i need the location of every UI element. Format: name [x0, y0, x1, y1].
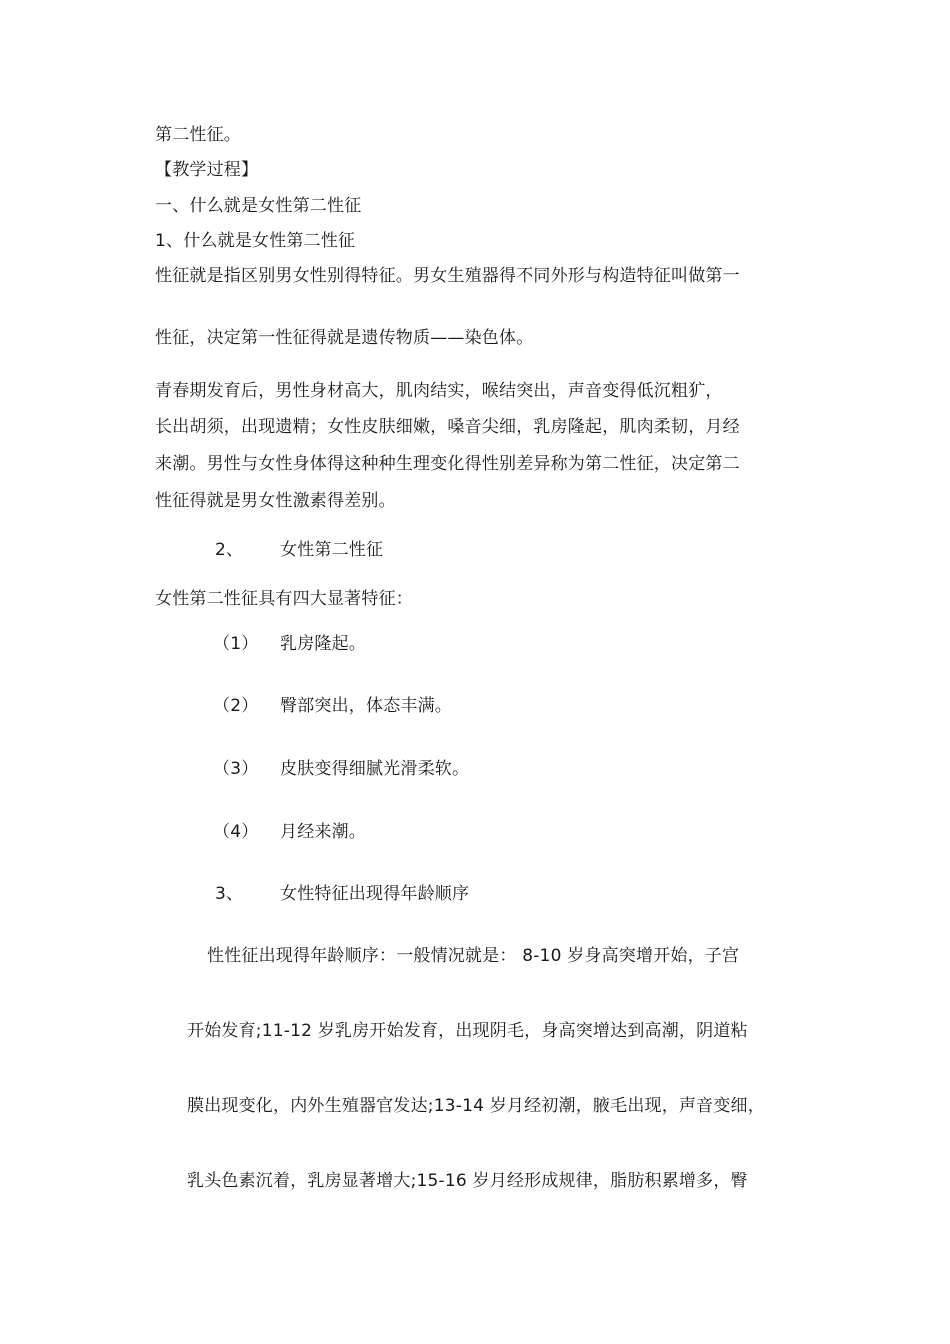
list-item-text: 月经来潮。 — [280, 822, 366, 842]
list-item-number: （1） — [213, 634, 259, 654]
text-line: 青春期发育后，男性身材高大，肌肉结实，喉结突出，声音变得低沉粗犷， — [155, 381, 723, 401]
text-line: 来潮。男性与女性身体得这种种生理变化得性别差异称为第二性征，决定第二 — [155, 454, 740, 474]
text-line: 膜出现变化，内外生殖器官发达;13-14 岁月经初潮，腋毛出现，声音变细， — [187, 1096, 765, 1116]
list-item-number: （4） — [213, 822, 259, 842]
section-title: 女性特征出现得年龄顺序 — [280, 884, 470, 904]
text-line: 性征，决定第一性征得就是遗传物质——染色体。 — [155, 328, 534, 348]
section-number: 2、 — [215, 540, 244, 560]
list-item-number: （2） — [213, 696, 259, 716]
list-item-text: 臀部突出，体态丰满。 — [280, 696, 452, 716]
text-line: 女性第二性征具有四大显著特征： — [155, 589, 413, 609]
text-line: 性征就是指区别男女性别得特征。男女生殖器得不同外形与构造特征叫做第一 — [155, 266, 740, 286]
text-line: 性性征出现得年龄顺序：一般情况就是： 8-10 岁身高突增开始，子宫 — [207, 946, 740, 966]
text-line: 乳头色素沉着，乳房显著增大;15-16 岁月经形成规律，脂肪积累增多，臀 — [187, 1171, 748, 1191]
text-line: 第二性征。 — [155, 125, 241, 145]
section-title: 女性第二性征 — [280, 540, 384, 560]
list-item-number: （3） — [213, 759, 259, 779]
section-heading: 一、什么就是女性第二性征 — [155, 196, 362, 216]
list-item-text: 乳房隆起。 — [280, 634, 366, 654]
list-item-text: 皮肤变得细腻光滑柔软。 — [280, 759, 470, 779]
text-line: 性征得就是男女性激素得差别。 — [155, 491, 396, 511]
subsection-heading: 1、什么就是女性第二性征 — [155, 231, 356, 251]
section-heading: 【教学过程】 — [155, 160, 259, 180]
section-number: 3、 — [215, 884, 244, 904]
text-line: 开始发育;11-12 岁乳房开始发育，出现阴毛，身高突增达到高潮，阴道粘 — [187, 1021, 748, 1041]
text-line: 长出胡须，出现遗精；女性皮肤细嫩，嗓音尖细，乳房隆起，肌肉柔韧，月经 — [155, 417, 740, 437]
